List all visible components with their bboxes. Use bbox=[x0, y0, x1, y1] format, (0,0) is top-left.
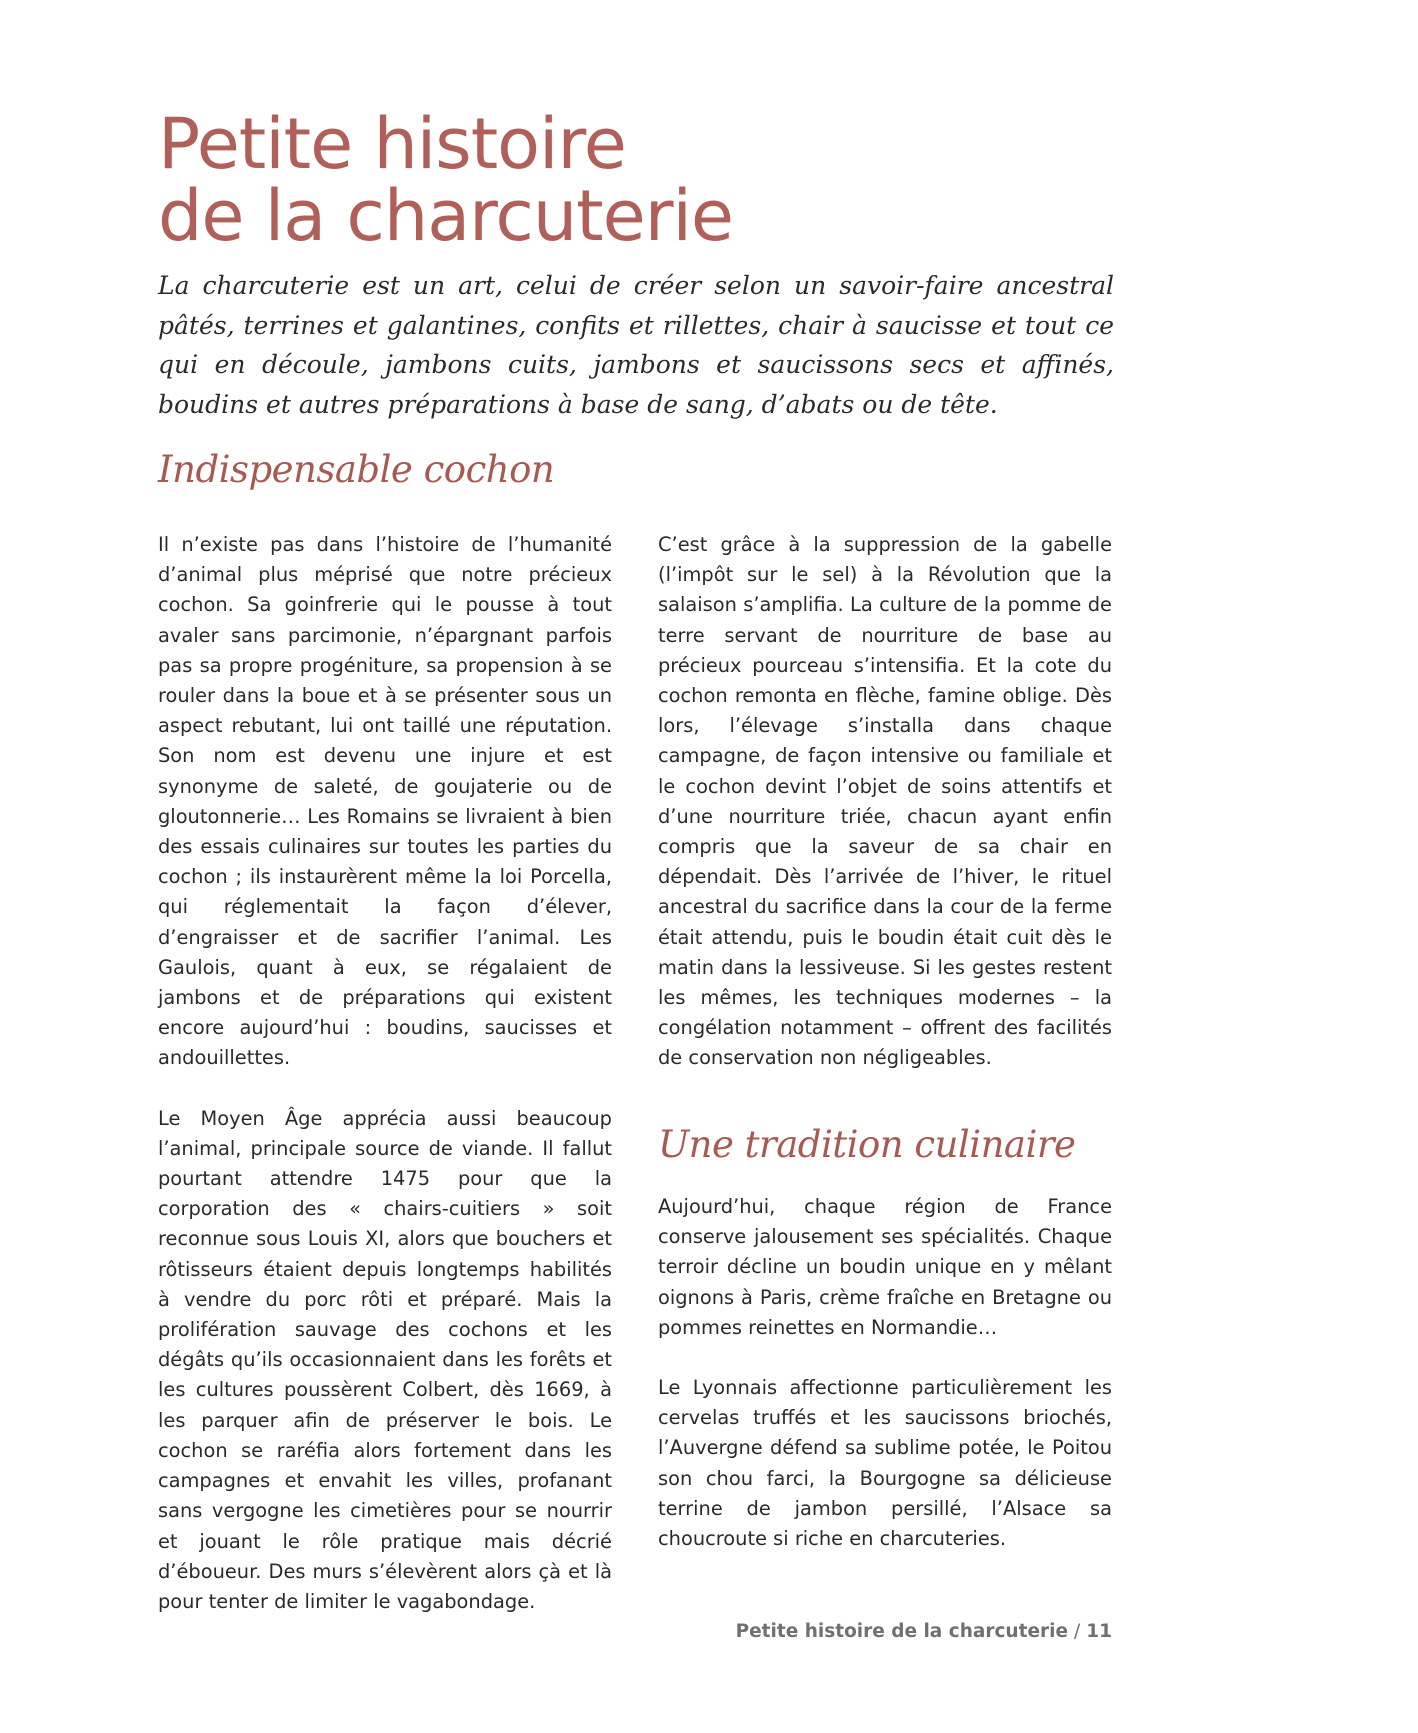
body-paragraph: Aujourd’hui, chaque région de France conserve jalousement ses spécialités. Chaque terroir décline un boudin unique en y mêlant oignons à Paris, crème fraîche en Bretagne ou pommes reinettes en Normandie… bbox=[658, 1195, 1112, 1339]
page-number: 11 bbox=[1086, 1621, 1112, 1642]
body-paragraph: Le Lyonnais affectionne particulièrement les cervelas truffés et les saucissons briochés, l’Auvergne défend sa sublime potée, le Poitou son chou farci, la Bourgogne sa délicieuse terrine de jambon persillé, l’Alsace sa choucroute si riche en charcuteries. bbox=[658, 1376, 1112, 1551]
footer-separator: / bbox=[1074, 1621, 1081, 1642]
section-heading-tradition-culinaire: Une tradition culinaire bbox=[658, 1123, 1076, 1166]
body-paragraph: Il n’existe pas dans l’histoire de l’humanité d’animal plus méprisé que notre précieux cochon. Sa goinfrerie qui le pousse à tout avaler sans parcimonie, n’épargnant parfois pas sa propre progéniture, sa propension à se rouler dans la boue et à se présenter sous un aspect rebutant, lui ont taillé une réputation. Son nom est devenu une injure et est synonyme de saleté, de goujaterie ou de gloutonnerie… Les Romains se livraient à bien des essais culinaires sur toutes les parties du cochon ; ils instaurèrent même la loi Porcella, qui réglementait la façon d’élever, d’engraisser et de sacrifier l’animal. Les Gaulois, quant à eux, se régalaient de jambons et de préparations qui existent encore aujourd’hui : boudins, saucisses et andouillettes. bbox=[158, 533, 612, 1070]
right-column-bottom bbox=[658, 1192, 1112, 1554]
page-title-line-1: Petite histoire bbox=[158, 103, 626, 185]
section-heading-indispensable-cochon: Indispensable cochon bbox=[158, 448, 555, 491]
body-paragraph: C’est grâce à la suppression de la gabelle (l’impôt sur le sel) à la Révolution que la salaison s’amplifia. La culture de la pomme de terre servant de nourriture de base au précieux pourceau s’intensifia. Et la cote du cochon remonta en flèche, famine oblige. Dès lors, l’élevage s’installa dans chaque campagne, de façon intensive ou familiale et le cochon devint l’objet de soins attentifs et d’une nourriture triée, chacun ayant enfin compris que la saveur de sa chair en dépendait. Dès l’arrivée de l’hiver, le rituel ancestral du sacrifice dans la cour de la ferme était attendu, puis le boudin était cuit dès le matin dans la lessiveuse. Si les gestes restent les mêmes, les techniques modernes – la congélation notamment – offrent des facilités de conservation non négligeables. bbox=[658, 533, 1112, 1070]
left-column bbox=[158, 530, 612, 1617]
body-paragraph: Le Moyen Âge apprécia aussi beaucoup l’animal, principale source de viande. Il fallut pourtant attendre 1475 pour que la corporation des « chairs-cuitiers » soit reconnue sous Louis XI, alors que bouchers et rôtisseurs étaient depuis longtemps habilités à vendre du porc rôti et préparé. Mais la prolifération sauvage des cochons et les dégâts qu’ils occasionnaient dans les forêts et les cultures poussèrent Colbert, dès 1669, à les parquer afin de préserver le bois. Le cochon se raréfia alors fortement dans les campagnes et envahit les villes, profanant sans vergogne les cimetières pour se nourrir et jouant le rôle pratique mais décrié d’éboueur. Des murs s’élevèrent alors çà et là pour tenter de limiter le vagabondage. bbox=[158, 1106, 612, 1613]
intro-paragraph: La charcuterie est un art, celui de créer selon un savoir-faire ancestral pâtés, terrines et galantines, confits et rillettes, chair à saucisse et tout ce qui en découle, jambons cuits, jambons et saucissons secs et affinés, boudins et autres préparations à base de sang, d’abats ou de tête. bbox=[158, 271, 1114, 419]
running-title: Petite histoire de la charcuterie bbox=[735, 1621, 1069, 1642]
page-title-line-2: de la charcuterie bbox=[158, 175, 733, 257]
page-title bbox=[158, 103, 1058, 257]
right-column-top bbox=[658, 530, 1112, 1074]
page-footer bbox=[736, 1621, 1112, 1642]
